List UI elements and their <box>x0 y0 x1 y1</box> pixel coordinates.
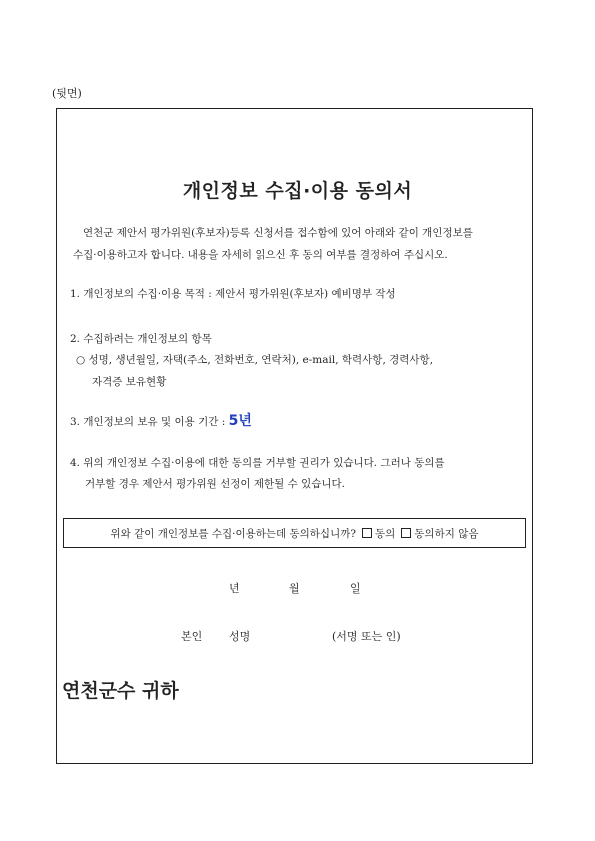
name-label: 성명 <box>229 630 251 643</box>
intro-line-1: 연천군 제안서 평가위원(후보자)등록 신청서를 접수함에 있어 아래와 같이 개인정보를 <box>83 227 473 239</box>
intro-paragraph <box>73 222 528 266</box>
intro-line-2: 수집·이용하고자 합니다. 내용을 자세히 읽으신 후 동의 여부를 결정하여 주십시오. <box>73 249 448 261</box>
fields-list-line-2: 자격증 보유현황 <box>92 376 167 388</box>
agree-label: 동의 <box>374 527 396 540</box>
addressee: 연천군수 귀하 <box>62 680 179 702</box>
self-label: 본인 <box>181 630 203 643</box>
form-title: 개인정보 수집·이용 동의서 <box>182 180 413 202</box>
date-month-label: 월 <box>289 582 300 595</box>
disagree-label: 동의하지 않음 <box>414 527 479 540</box>
refusal-right-line-1: 4. 위의 개인정보 수집·이용에 대한 동의를 거부할 권리가 있습니다. 그러나 동의를 <box>70 457 445 469</box>
date-year-label: 년 <box>229 582 240 595</box>
signature-hint: (서명 또는 인) <box>332 630 401 643</box>
purpose-item: 1. 개인정보의 수집·이용 목적 : 제안서 평가위원(후보자) 예비명부 작성 <box>70 288 396 300</box>
agree-checkbox[interactable] <box>362 528 372 538</box>
form-frame <box>56 108 533 764</box>
date-day-label: 일 <box>350 582 361 595</box>
disagree-checkbox[interactable] <box>401 528 411 538</box>
refusal-right-line-2: 거부할 경우 제안서 평가위원 선정이 제한될 수 있습니다. <box>85 478 345 490</box>
consent-question: 위와 같이 개인정보를 수집·이용하는데 동의하십니까? <box>110 527 356 540</box>
fields-title: 2. 수집하려는 개인정보의 항목 <box>70 333 212 345</box>
retention-period-item <box>70 410 252 430</box>
consent-box <box>63 518 526 548</box>
retention-period-label: 3. 개인정보의 보유 및 이용 기간 : <box>70 416 226 428</box>
fields-list-line-1: ○ 성명, 생년월일, 자택(주소, 전화번호, 연락처), e-mail, 학력사항, 경력사항, <box>76 354 434 366</box>
retention-period-value: 5년 <box>228 413 252 429</box>
back-side-label: (뒷면) <box>52 87 82 100</box>
